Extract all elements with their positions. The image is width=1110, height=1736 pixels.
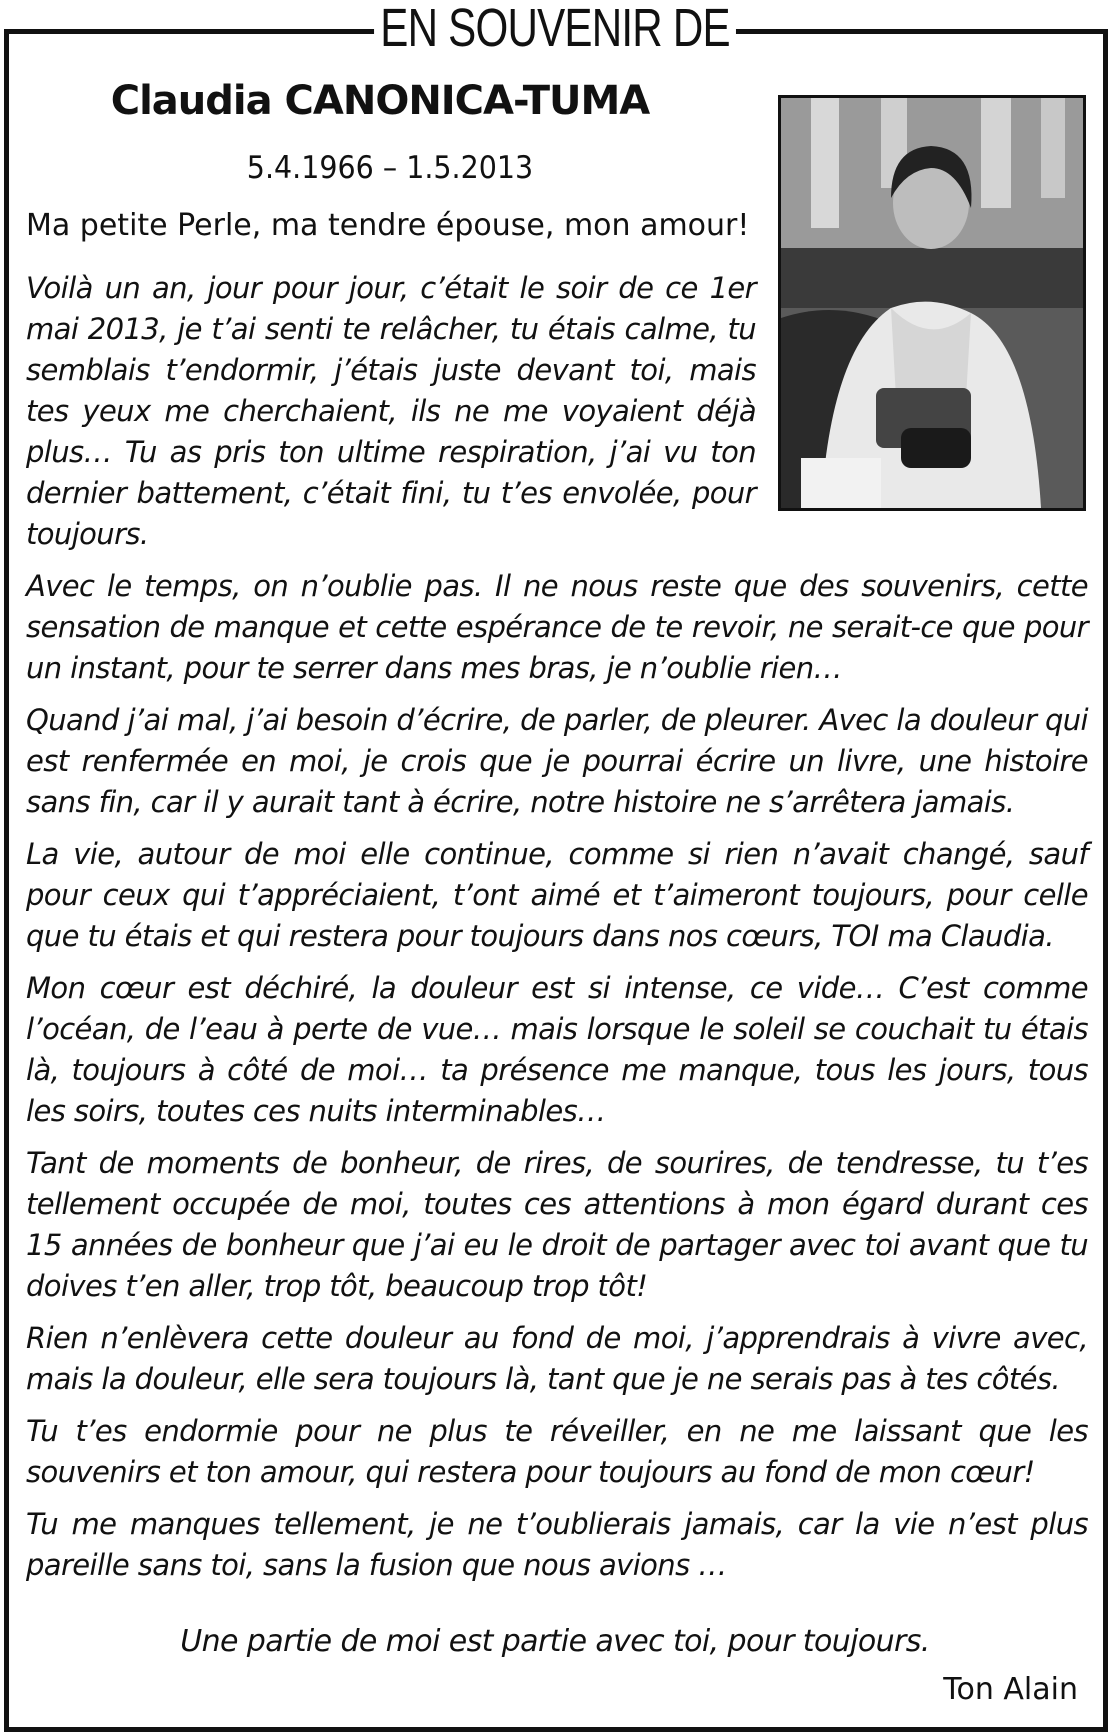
poem-paragraph: Rien n’enlèvera cette douleur au fond de moi, j’apprendrais à vivre avec, mais la douleur, elle sera toujours là, tant que je ne serais pas à tes côtés.	[26, 1321, 1088, 1396]
closing-line: Une partie de moi est partie avec toi, pour toujours.	[180, 1624, 930, 1659]
deceased-name: Claudia CANONICA-TUMA	[110, 78, 650, 124]
greeting-line: Ma petite Perle, ma tendre épouse, mon amour!	[26, 208, 750, 243]
poem-paragraph: Voilà un an, jour pour jour, c’était le soir de ce 1er mai 2013, je t’ai senti te relâcher, tu étais calme, tu semblais t’endormir, j’étais juste devant toi, mais tes yeux me cherchaient, ils ne me voyaient déjà plus… Tu as pris ton ultime respiration, j’ai vu ton dernier battement, c’était fini, tu t’es envolée, pour toujours.	[26, 271, 756, 551]
poem-paragraph: Tu me manques tellement, je ne t’oublierais jamais, car la vie n’est plus pareille sans toi, sans la fusion que nous avions …	[26, 1507, 1088, 1582]
life-dates: 5.4.1966 – 1.5.2013	[246, 150, 534, 186]
poem-paragraph: Avec le temps, on n’oublie pas. Il ne nous reste que des souvenirs, cette sensation de manque et cette espérance de te revoir, ne serait-ce que pour un instant, pour te serrer dans mes bras, je n’oublie rien…	[26, 569, 1088, 685]
heading-text: EN SOUVENIR DE	[374, 0, 736, 56]
poem-body	[26, 268, 1088, 1597]
poem-paragraph: Tu t’es endormie pour ne plus te réveiller, en ne me laissant que les souvenirs et ton amour, qui restera pour toujours au fond de mon cœur!	[26, 1414, 1088, 1489]
signature: Ton Alain	[943, 1672, 1078, 1707]
poem-paragraph: Mon cœur est déchiré, la douleur est si intense, ce vide… C’est comme l’océan, de l’eau à perte de vue… mais lorsque le soleil se couchait tu étais là, toujours à côté de moi… ta présence me manque, tous les jours, tous les soirs, toutes ces nuits interminables…	[26, 971, 1088, 1128]
poem-paragraph: La vie, autour de moi elle continue, comme si rien n’avait changé, sauf pour ceux qui t’appréciaient, t’ont aimé et t’aimeront toujours, pour celle que tu étais et qui restera pour toujours dans nos cœurs, TOI ma Claudia.	[26, 837, 1088, 953]
poem-paragraph: Quand j’ai mal, j’ai besoin d’écrire, de parler, de pleurer. Avec la douleur qui est renfermée en moi, je crois que je pourrai écrire un livre, une histoire sans fin, car il y aurait tant à écrire, notre histoire ne s’arrêtera jamais.	[26, 703, 1088, 819]
notice-heading	[0, 0, 1110, 69]
poem-paragraph: Tant de moments de bonheur, de rires, de sourires, de tendresse, tu t’es tellement occupée de moi, toutes ces attentions à mon égard durant ces 15 années de bonheur que j’ai eu le droit de partager avec toi avant que tu doives t’en aller, trop tôt, beaucoup trop tôt!	[26, 1146, 1088, 1303]
